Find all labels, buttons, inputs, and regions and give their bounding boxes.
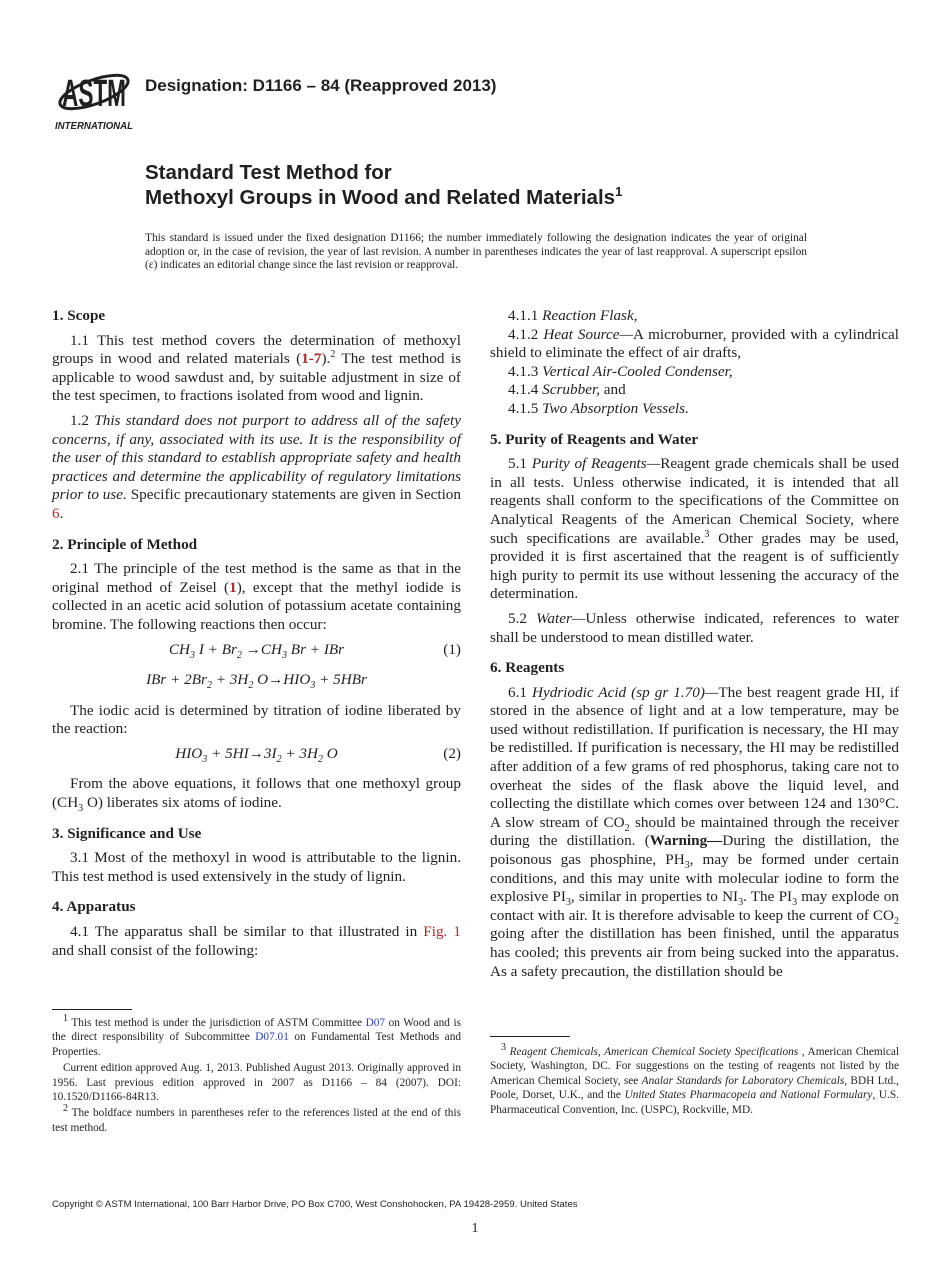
text-run: 1.1 This test method covers the determination of methoxyl groups in wood and related materials ( <box>52 331 461 368</box>
paragraph <box>490 455 899 604</box>
paragraph <box>52 1013 461 1059</box>
section-heading: 6. Reagents <box>490 659 565 677</box>
text-run: 6.1 <box>508 683 532 701</box>
section-heading: 3. Significance and Use <box>52 824 202 842</box>
text-run: 3 <box>738 897 744 909</box>
text-run: 3 <box>190 649 196 661</box>
paragraph <box>52 702 461 739</box>
equation <box>52 745 461 764</box>
text-run: Warning— <box>649 832 723 850</box>
footnote-ref[interactable]: 2 <box>330 349 336 361</box>
text-run: Two Absorption Vessels. <box>542 399 689 417</box>
text-run: . The PI <box>743 888 793 906</box>
text-run: This standard does not purport to address all of the safety concerns, if any, associated with its use. It is the responsibility of the user of this standard to establish appropriate safety and health practices and determine the applicability of regulatory limitations prior to use. <box>52 411 461 504</box>
text-run: 2.1 The principle of the test method is the same as that in the original method of Zeisel ( <box>52 560 461 596</box>
text-run: Vertical Air-Cooled Condenser, <box>542 362 733 380</box>
paragraph <box>52 1061 461 1104</box>
text-run: 3 <box>565 897 571 909</box>
paragraph <box>490 363 899 382</box>
text-run: + 3H <box>281 744 318 762</box>
reference-link[interactable]: 1 <box>229 578 237 596</box>
section-heading: 4. Apparatus <box>52 898 136 916</box>
text-run: Water— <box>536 609 586 627</box>
footnote-ref[interactable]: 1 <box>63 1013 68 1025</box>
paragraph <box>490 307 899 326</box>
text-run: 3.1 Most of the methoxyl in wood is attributable to the lignin. This test method is used extensively in the study of lignin. <box>52 849 461 885</box>
title-line-1: Standard Test Method for <box>145 161 392 184</box>
paragraph <box>490 326 899 363</box>
paragraph <box>52 1103 461 1135</box>
paragraph <box>52 332 461 406</box>
text-run: →CH <box>241 640 282 658</box>
text-run: From the above equations, it follows that one methoxyl group (CH <box>52 775 461 812</box>
text-run: IBr + 2Br <box>146 671 207 689</box>
paragraph <box>490 381 899 400</box>
paragraph <box>52 775 461 815</box>
text-run: 5.2 <box>508 609 537 627</box>
text-run: and <box>599 381 626 399</box>
text-run: 4.1 The apparatus shall be similar to that illustrated in <box>70 923 424 941</box>
text-run: , U.S. Pharmaceutical Convention, Inc. (USPC), Rockville, MD. <box>490 1089 899 1116</box>
designation: Designation: D1166 – 84 (Reapproved 2013) <box>145 76 497 95</box>
footnote-divider <box>490 1036 570 1037</box>
text-run: 4.1.4 <box>508 381 543 399</box>
page-number: 1 <box>471 1221 479 1236</box>
section-heading: 5. Purity of Reagents and Water <box>490 430 699 448</box>
footnote-ref[interactable]: 3 <box>704 528 710 540</box>
footnote-ref[interactable]: 2 <box>63 1103 68 1115</box>
reference-link[interactable]: Fig. 1 <box>423 923 461 941</box>
text-run: During the distillation, the poisonous gas phosphine, PH <box>490 832 900 869</box>
text-run: + 5HBr <box>315 671 367 689</box>
text-run: , BDH Ltd., Poole, Dorset, U.K., and the <box>490 1074 899 1102</box>
text-run: Current edition approved Aug. 1, 2013. Published August 2013. Originally approved in 1956. Last previous edition approved in 2007 as D1166 – 84 (2007). DOI: 10.1520/D1166-84R13. <box>52 1062 461 1104</box>
equation <box>52 671 461 690</box>
right-column <box>490 307 899 987</box>
text-run: 4.1.3 <box>508 362 543 380</box>
text-run: Heat Source— <box>543 325 633 343</box>
copyright: Copyright © ASTM International, 100 Barr Harbor Drive, PO Box C700, West Conshohocken, PA 19428-2959. United States <box>52 1199 578 1210</box>
text-run: 1.2 <box>70 411 95 429</box>
text-run: O) liberates six atoms of iodine. <box>83 794 282 812</box>
text-run: 2 <box>206 680 212 692</box>
text-run: should be maintained through the receiver during the distillation. ( <box>490 813 899 850</box>
text-run: ), except that the methyl iodide is collected in an acetic acid solution of potassium acetate containing bromine. The following reactions then occur: <box>52 578 461 633</box>
text-run: + 3H <box>211 671 249 689</box>
text-run: This test method is under the jurisdiction of ASTM Committee <box>68 1017 366 1029</box>
text-run: CH <box>168 640 191 658</box>
text-run: 2 <box>317 753 323 765</box>
text-run: Specific precautionary statements are given in Section <box>126 486 461 504</box>
reference-link[interactable]: D07 <box>365 1017 386 1029</box>
title-line-2: Methoxyl Groups in Wood and Related Materials <box>145 186 616 209</box>
text-run: 3 <box>684 860 690 872</box>
text-run: The boldface numbers in parentheses refer to the references listed at the end of this test method. <box>52 1107 461 1134</box>
svg-text:INTERNATIONAL: INTERNATIONAL <box>55 121 133 132</box>
footnote-ref[interactable]: 3 <box>501 1042 506 1054</box>
text-run: going after the distillation has been finished, until the apparatus has cooled; this prevents air from being sucked into the apparatus. As a safety precaution, the distillation should be <box>490 925 899 980</box>
paragraph <box>52 849 461 886</box>
title-footnote-ref[interactable]: 1 <box>615 184 623 200</box>
text-run: 3 <box>310 680 316 692</box>
paragraph <box>490 1042 899 1117</box>
text-run: 2 <box>248 680 254 692</box>
text-run: I + Br <box>195 640 237 658</box>
text-run: Reagent Chemicals, American Chemical Society Specifications <box>509 1046 799 1058</box>
paragraph <box>52 923 461 960</box>
text-run: 2 <box>894 915 899 927</box>
text-run: HIO <box>175 744 203 762</box>
footnote-divider <box>52 1009 132 1010</box>
reference-link[interactable]: 6 <box>52 504 60 522</box>
paragraph <box>490 610 899 647</box>
section-heading: 1. Scope <box>52 307 106 324</box>
text-run: Br + IBr <box>287 640 345 658</box>
text-run: . <box>59 504 64 522</box>
text-run: United States Pharmacopeia and National Formulary <box>624 1089 873 1102</box>
footnotes-right <box>490 1042 899 1119</box>
text-run: Scrubber, <box>542 381 600 399</box>
text-run: , may be formed under certain conditions, and this may unite with molecular iodine to form the explosive PI <box>490 851 899 906</box>
text-run: ). <box>321 350 331 368</box>
text-run: 4.1.5 <box>508 399 543 417</box>
text-run: 4.1.2 <box>508 325 544 343</box>
text-run: Reaction Flask, <box>542 307 638 324</box>
text-run: Hydriodic Acid (sp gr 1.70)— <box>532 683 719 701</box>
text-run: 3 <box>202 753 208 765</box>
text-run: Other grades may be used, provided it is first ascertained that the reagent is of sufficiently high purity to permit its use without lessening the accuracy of the determination. <box>490 529 899 603</box>
text-run: Unless otherwise indicated, references to water shall be understood to mean distilled water. <box>490 609 899 646</box>
text-run: 3 <box>792 897 798 909</box>
footnotes-left <box>52 1013 461 1137</box>
section-heading: 2. Principle of Method <box>52 535 198 553</box>
text-run: O <box>322 744 338 762</box>
equation-number: (2) <box>443 744 461 762</box>
standard-intro: This standard is issued under the fixed designation D1166; the number immediately following the designation indicates the year of original adoption or, in the case of revision, the year of last revision. A number in parentheses indicates the year of last reapproval. A superscript epsilon (ε) indicates an editorial change since the last revision or reapproval. <box>145 232 807 272</box>
reference-link[interactable]: 1-7 <box>301 350 322 368</box>
equation-number: (1) <box>443 640 461 658</box>
text-run: The test method is applicable to wood sawdust and, by suitable adjustment in size of the test specimen, to fractions isolated from wood and lignin. <box>52 350 461 405</box>
text-run: 3 <box>78 803 84 815</box>
paragraph <box>52 560 461 634</box>
text-run: O→HIO <box>253 671 311 689</box>
astm-logo <box>54 58 134 132</box>
equation <box>52 641 461 660</box>
text-run: Analar Standards for Laboratory Chemicals <box>641 1074 845 1087</box>
text-run: 2 <box>624 822 630 834</box>
text-run: A microburner, provided with a cylindrical shield to eliminate the effect of air drafts, <box>490 325 899 362</box>
text-run: on Fundamental Test Methods and Properties. <box>52 1031 461 1058</box>
text-run: Purity of Reagents— <box>531 455 661 473</box>
text-run: , similar in properties to NI <box>570 888 739 906</box>
text-run: + 5HI→3I <box>207 744 277 762</box>
text-run: on Wood and is the direct responsibility of Subcommittee <box>52 1017 461 1044</box>
text-run: 5.1 <box>508 455 532 473</box>
text-run: may explode on contact with air. It is therefore advisable to keep the current of CO <box>490 888 899 924</box>
text-run: 4.1.1 <box>508 307 543 324</box>
text-run: 2 <box>236 649 242 661</box>
reference-link[interactable]: D07.01 <box>255 1031 289 1044</box>
text-run: 3 <box>282 649 287 661</box>
text-run: , American Chemical Society, Washington, DC. For suggestions on the testing of reagents not listed by the American Chemical Society, see <box>490 1046 899 1087</box>
document-title <box>145 160 622 210</box>
text-run: 2 <box>276 753 282 765</box>
text-run: The iodic acid is determined by titration of iodine liberated by the reaction: <box>52 701 461 738</box>
text-run: The best reagent grade HI, if stored in the absence of light and at a low temperature, may be used without redistillation. If purification is necessary, the HI may be redistilled. If purification is necessary, the HI may be redistilled after addition of a few grams of red phosphorus, taking care not to overheat the sides of the flask above the liquid level, and collecting the distillate which comes over between 124 and 130°C. A slow stream of CO <box>490 683 900 831</box>
left-column <box>52 307 461 966</box>
paragraph <box>490 400 899 419</box>
text-run: Reagent grade chemicals shall be used in all tests. Unless otherwise indicated, it is intended that all reagents shall conform to the specifications of the Committee on Analytical Reagents of the American Chemical Society, where such specifications are available. <box>490 455 899 547</box>
text-run: and shall consist of the following: <box>52 941 259 959</box>
svg-text:ASTM: ASTM <box>62 73 126 115</box>
paragraph <box>490 684 899 982</box>
paragraph <box>52 412 461 524</box>
